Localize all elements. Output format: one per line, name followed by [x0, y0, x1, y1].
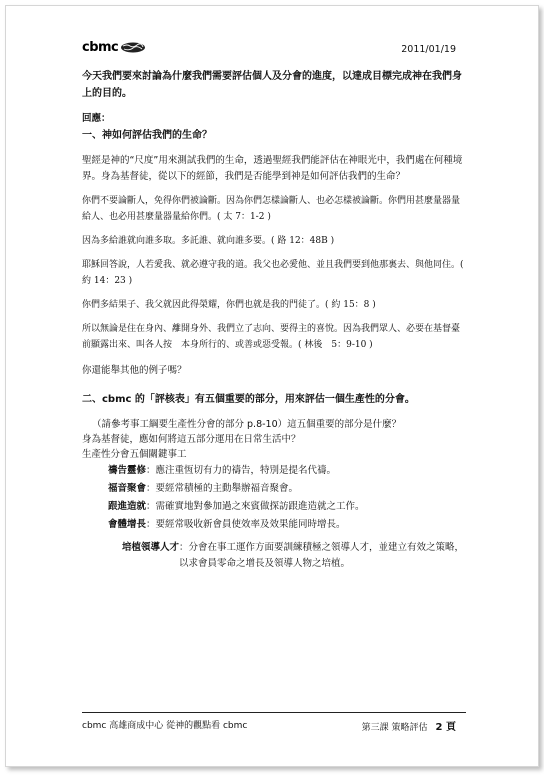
section1-title: 一、神如何評估我們的生命？ [82, 130, 212, 141]
leadership-desc: ：分會在事工運作方面要訓練積極之領導人才，並建立有效之策略，以求會員零命之增長及領導人物之培植。 [179, 542, 465, 569]
section1-question: 你還能舉其他的例子嗎？ [82, 365, 187, 376]
verse-luke: 因為多給誰就向誰多取。多託誰、就向誰多要。( 路 12：48B ) [82, 236, 335, 246]
leadership-term: 培植領導人才 [122, 542, 180, 553]
logo-text: cbmc [82, 39, 119, 55]
list-item-leadership [82, 540, 467, 572]
verse-2-corinthians: 所以無論是住在身內、離開身外、我們立了志向、要得主的喜悅。因為我們眾人、必要在基督臺前顯露出來、叫各人按 本身所行的、或善或惡受報。( 林後 5：9-10 ) [82, 324, 461, 350]
document-page [5, 5, 539, 767]
verse-john-14: 耶穌回答說，人若愛我、就必遵守我的道。我父也必愛他、並且我們要到他那裏去、與他同住。( 約 14：23 ) [82, 260, 464, 286]
list-item: 跟進造就：需確實地對參加過之來賓做探訪跟進造就之工作。 [108, 501, 365, 512]
section2-line-3: 生產性分會五個關鍵事工 [82, 449, 187, 460]
section2-line-1: （請參考事工綱要生產性分會的部分 p.8-10）這五個重要的部分是什麼？ [92, 419, 402, 430]
section2-title: 二、cbmc 的「評核表」有五個重要的部分，用來評估一個生產性的分會。 [82, 394, 415, 405]
page-number: 2 頁 [435, 722, 456, 733]
footer-divider [82, 712, 466, 713]
globe-logo-icon [120, 42, 146, 53]
list-item: 會體增長：要經常吸收新會員使效率及效果能同時增長。 [108, 519, 346, 530]
main-content [82, 68, 467, 572]
footer-left: cbmc 高雄商成中心 從神的觀點看 cbmc [82, 721, 248, 731]
cbmc-logo [82, 40, 146, 54]
list-item: 禱告靈修：應注重恆切有力的禱告，特別是提名代禱。 [108, 465, 337, 476]
document-date: 2011/01/19 [401, 44, 456, 55]
footer-lesson: 第三課 策略評估 [361, 723, 428, 733]
section2-line-2: 身為基督徒，應如何將這五部分運用在日常生活中？ [82, 434, 301, 445]
intro-paragraph: 今天我們要來討論為什麼我們需要評估個人及分會的進度，以達成目標完成神在我們身上的目的。 [82, 71, 462, 99]
verse-john-15: 你們多結果子、我父就因此得榮耀，你們也就是我的門徒了。( 約 15：8 ) [82, 300, 376, 310]
footer-right [362, 718, 456, 733]
review-label: 回應： [82, 113, 111, 124]
list-item: 福音聚會：要經常積極的主動舉辦福音聚會。 [108, 483, 299, 494]
section1-paragraph: 聖經是神的“尺度”用來測試我們的生命，透過聖經我們能評估在神眼光中，我們處在何種境界。身為基督徒，從以下的經節，我們是否能學到神是如何評估我們的生命？ [82, 155, 463, 182]
key-ministries-list [82, 462, 467, 534]
verse-matthew: 你們不要論斷人，免得你們被論斷。因為你們怎樣論斷人、也必怎樣被論斷。你們用甚麼量器量給人、也必用甚麼量器量給你們。( 太 7：1-2 ) [82, 196, 461, 222]
